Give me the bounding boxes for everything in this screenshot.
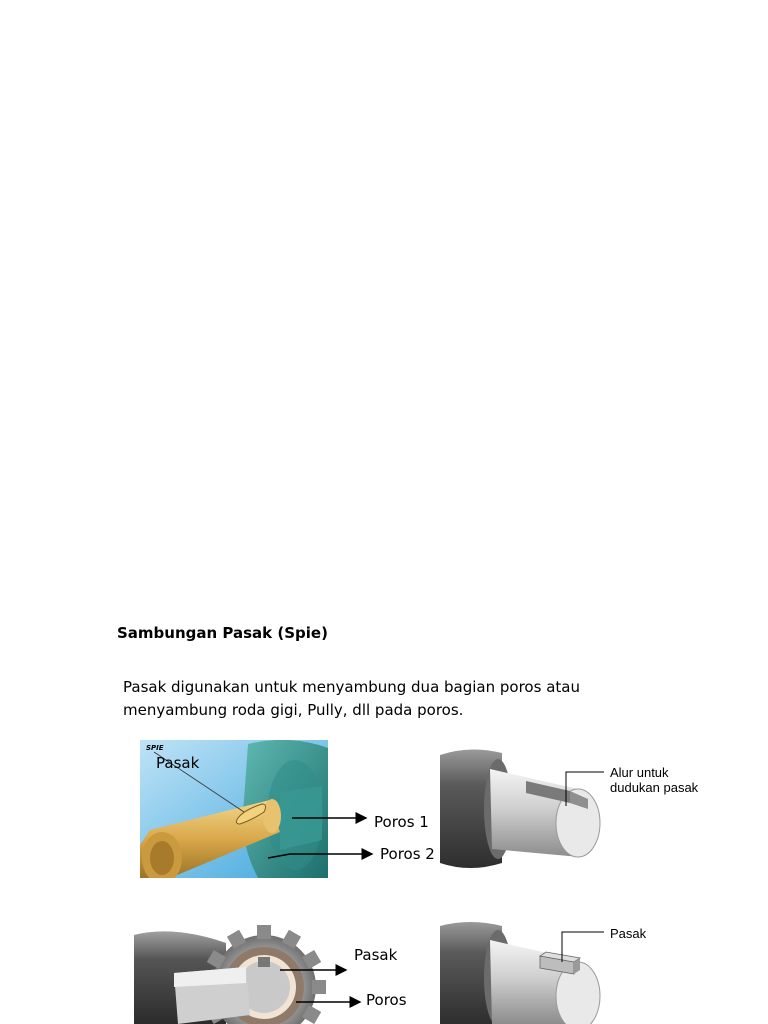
paragraph-line-2: menyambung roda gigi, Pully, dll pada poros. [123, 701, 464, 719]
label-pasak-fig1: Pasak [156, 754, 200, 772]
label-pasak-fig4: Pasak [610, 926, 647, 941]
section-heading: Sambungan Pasak (Spie) [117, 624, 328, 642]
gear-shaft-illustration [134, 925, 326, 1024]
label-pasak-fig3: Pasak [354, 946, 398, 964]
label-alur-dudukan [610, 765, 698, 795]
paragraph-line-1: Pasak digunakan untuk menyambung dua bagian poros atau [123, 678, 580, 696]
description-paragraph [123, 676, 683, 722]
shaft-key-illustration [440, 918, 602, 1024]
shaft-keyway-illustration [440, 745, 602, 873]
label-alur-line-2: dudukan pasak [610, 780, 699, 795]
label-poros-2: Poros 2 [380, 845, 435, 863]
label-poros-fig3: Poros [366, 991, 407, 1009]
label-poros-1: Poros 1 [374, 813, 429, 831]
spie-tag-label: SPIE [146, 744, 164, 752]
label-alur-line-1: Alur untuk [610, 765, 669, 780]
